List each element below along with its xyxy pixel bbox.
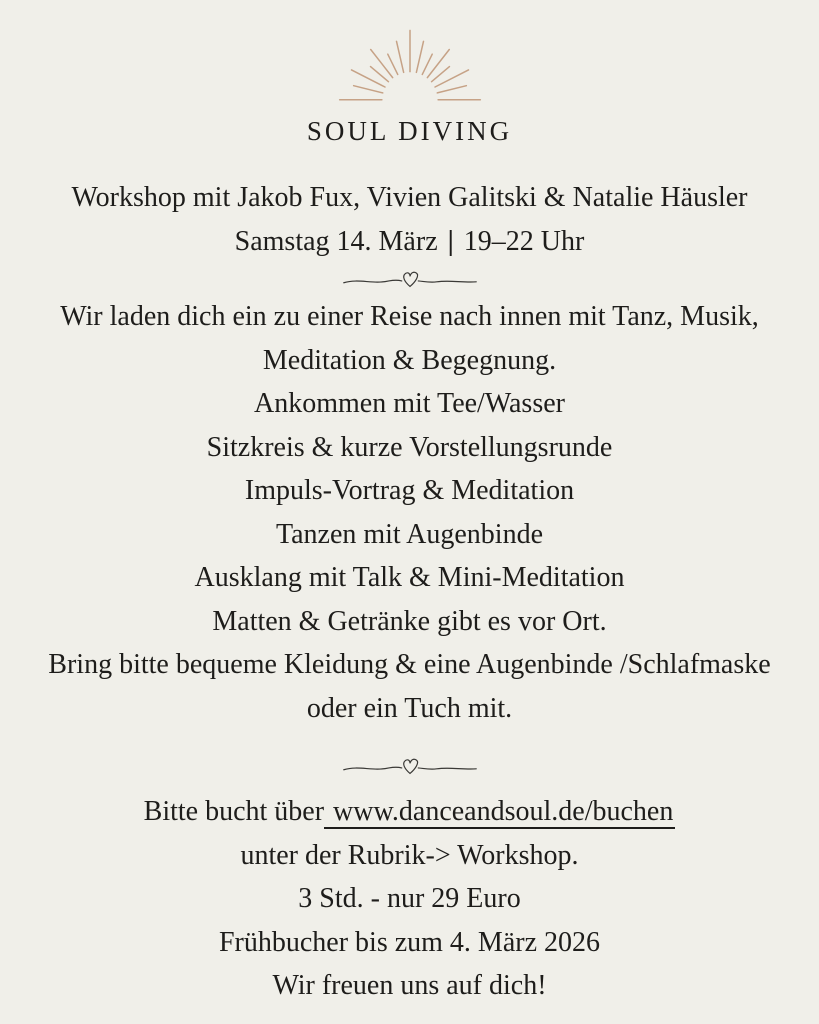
booking-block [144,790,676,1008]
description-line: Matten & Getränke gibt es vor Ort. [212,605,607,637]
heart-divider-icon [341,755,479,779]
description-line: Ausklang mit Talk & Mini-Meditation [194,562,625,593]
facilitators-line: Workshop mit Jakob Fux, Vivien Galitski & Natalie Häusler [71,182,748,213]
description-line: Meditation & Begegnung. [262,344,557,376]
description-line: Bring bitte bequeme Kleidung & eine Augenbinde /Schlafmaske [48,649,771,680]
event-info [71,176,747,263]
description-line: Impuls-Vortrag & Meditation [244,475,575,506]
time-text: 19–22 Uhr [463,225,585,257]
pipe-separator: | [447,225,454,257]
description-line: Sitzkreis & kurze Vorstellungsrunde [206,431,613,463]
date-time-line [71,220,747,264]
description-line: Tanzen mit Augenbinde [275,518,544,550]
description-line: Ankommen mit Tee/Wasser [254,388,565,419]
description-line: Wir laden dich ein zu einer Reise nach innen mit Tanz, Musik, [60,301,759,332]
page-title: SOUL DIVING [306,116,513,146]
early-bird-line: Frühbucher bis zum 4. März 2026 [218,926,601,958]
price-line: 3 Std. - nur 29 Euro [298,883,521,914]
rubric-line: unter der Rubrik-> Workshop. [240,839,579,871]
booking-cta-line [144,790,676,834]
description-block [48,295,770,730]
description-line: oder ein Tuch mit. [306,692,513,724]
booking-cta-prefix: Bitte bucht über [143,796,325,827]
booking-link[interactable]: www.danceandsoul.de/buchen [324,796,675,829]
sunburst-icon [335,28,485,104]
closing-line: Wir freuen uns auf dich! [272,970,547,1001]
heart-divider-icon [341,268,479,292]
date-text: Samstag 14. März [234,225,438,257]
